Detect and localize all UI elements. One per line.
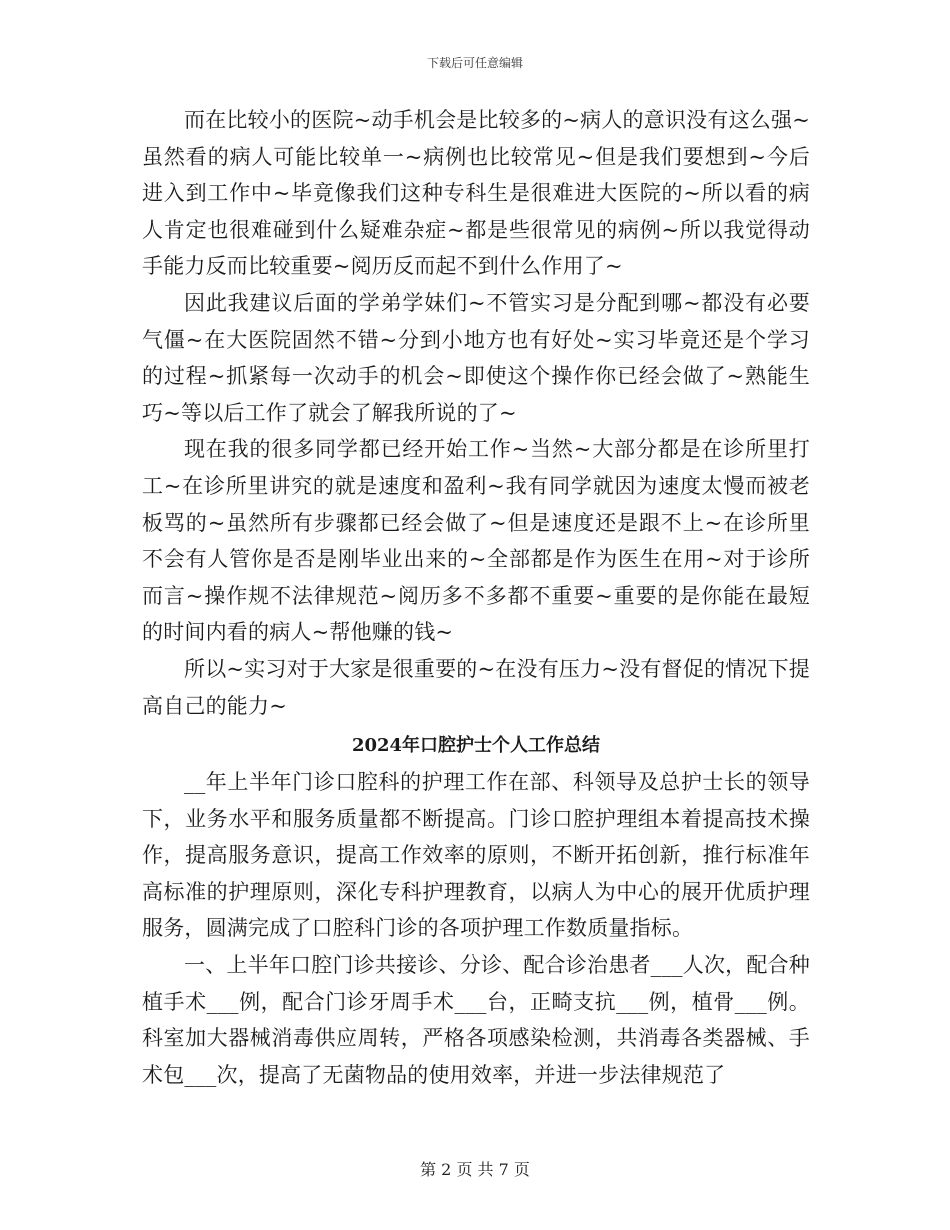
page-footer-number: 第 2 页 共 7 页 xyxy=(420,1160,530,1179)
paragraph: __年上半年门诊口腔科的护理工作在部、科领导及总护士长的领导下，业务水平和服务质量都不断提高。门诊口腔护理组本着提高技术操作，提高服务意识，提高工作效率的原则，不断开拓创新，推行标准年高标准的护理原则，深化专科护理教育，以病人为中心的展开优质护理服务，圆满完成了口腔科门诊的各项护理工作数质量指标。 xyxy=(142,770,810,941)
paragraph: 现在我的很多同学都已经开始工作~当然~大部分都是在诊所里打工~在诊所里讲究的就是速度和盈利~我有同学就因为速度太慢而被老板骂的~虽然所有步骤都已经会做了~但是速度还是跟不上~在诊所里不会有人管你是否是刚毕业出来的~全部都是作为医生在用~对于诊所而言~操作规不法律规范~阅历多不多都不重要~重要的是你能在最短的时间内看的病人~帮他赚的钱~ xyxy=(142,437,810,645)
paragraph: 而在比较小的医院~动手机会是比较多的~病人的意识没有这么强~虽然看的病人可能比较单一~病例也比较常见~但是我们要想到~今后进入到工作中~毕竟像我们这种专科生是很难进大医院的~所以看的病人肯定也很难碰到什么疑难杂症~都是些很常见的病例~所以我觉得动手能力反而比较重要~阅历反而起不到什么作用了~ xyxy=(142,108,810,279)
section-title: 2024年口腔护士个人工作总结 xyxy=(351,735,601,757)
paragraph: 因此我建议后面的学弟学妹们~不管实习是分配到哪~都没有必要气僵~在大医院固然不错~分到小地方也有好处~实习毕竟还是个学习的过程~抓紧每一次动手的机会~即使这个操作你已经会做了~熟能生巧~等以后工作了就会了解我所说的了~ xyxy=(142,290,810,425)
page-header-note: 下载后可任意编辑 xyxy=(426,56,523,70)
paragraph: 一、上半年口腔门诊共接诊、分诊、配合诊治患者___人次，配合种植手术___例，配合门诊牙周手术___台，正畸支抗___例，植骨___例。科室加大器械消毒供应周转，严格各项感染检测，共消毒各类器械、手术包___次，提高了无菌物品的使用效率，并进一步法律规范了 xyxy=(142,953,810,1087)
paragraph: 所以~实习对于大家是很重要的~在没有压力~没有督促的情况下提高自己的能力~ xyxy=(142,656,810,718)
document-body xyxy=(142,102,810,1093)
